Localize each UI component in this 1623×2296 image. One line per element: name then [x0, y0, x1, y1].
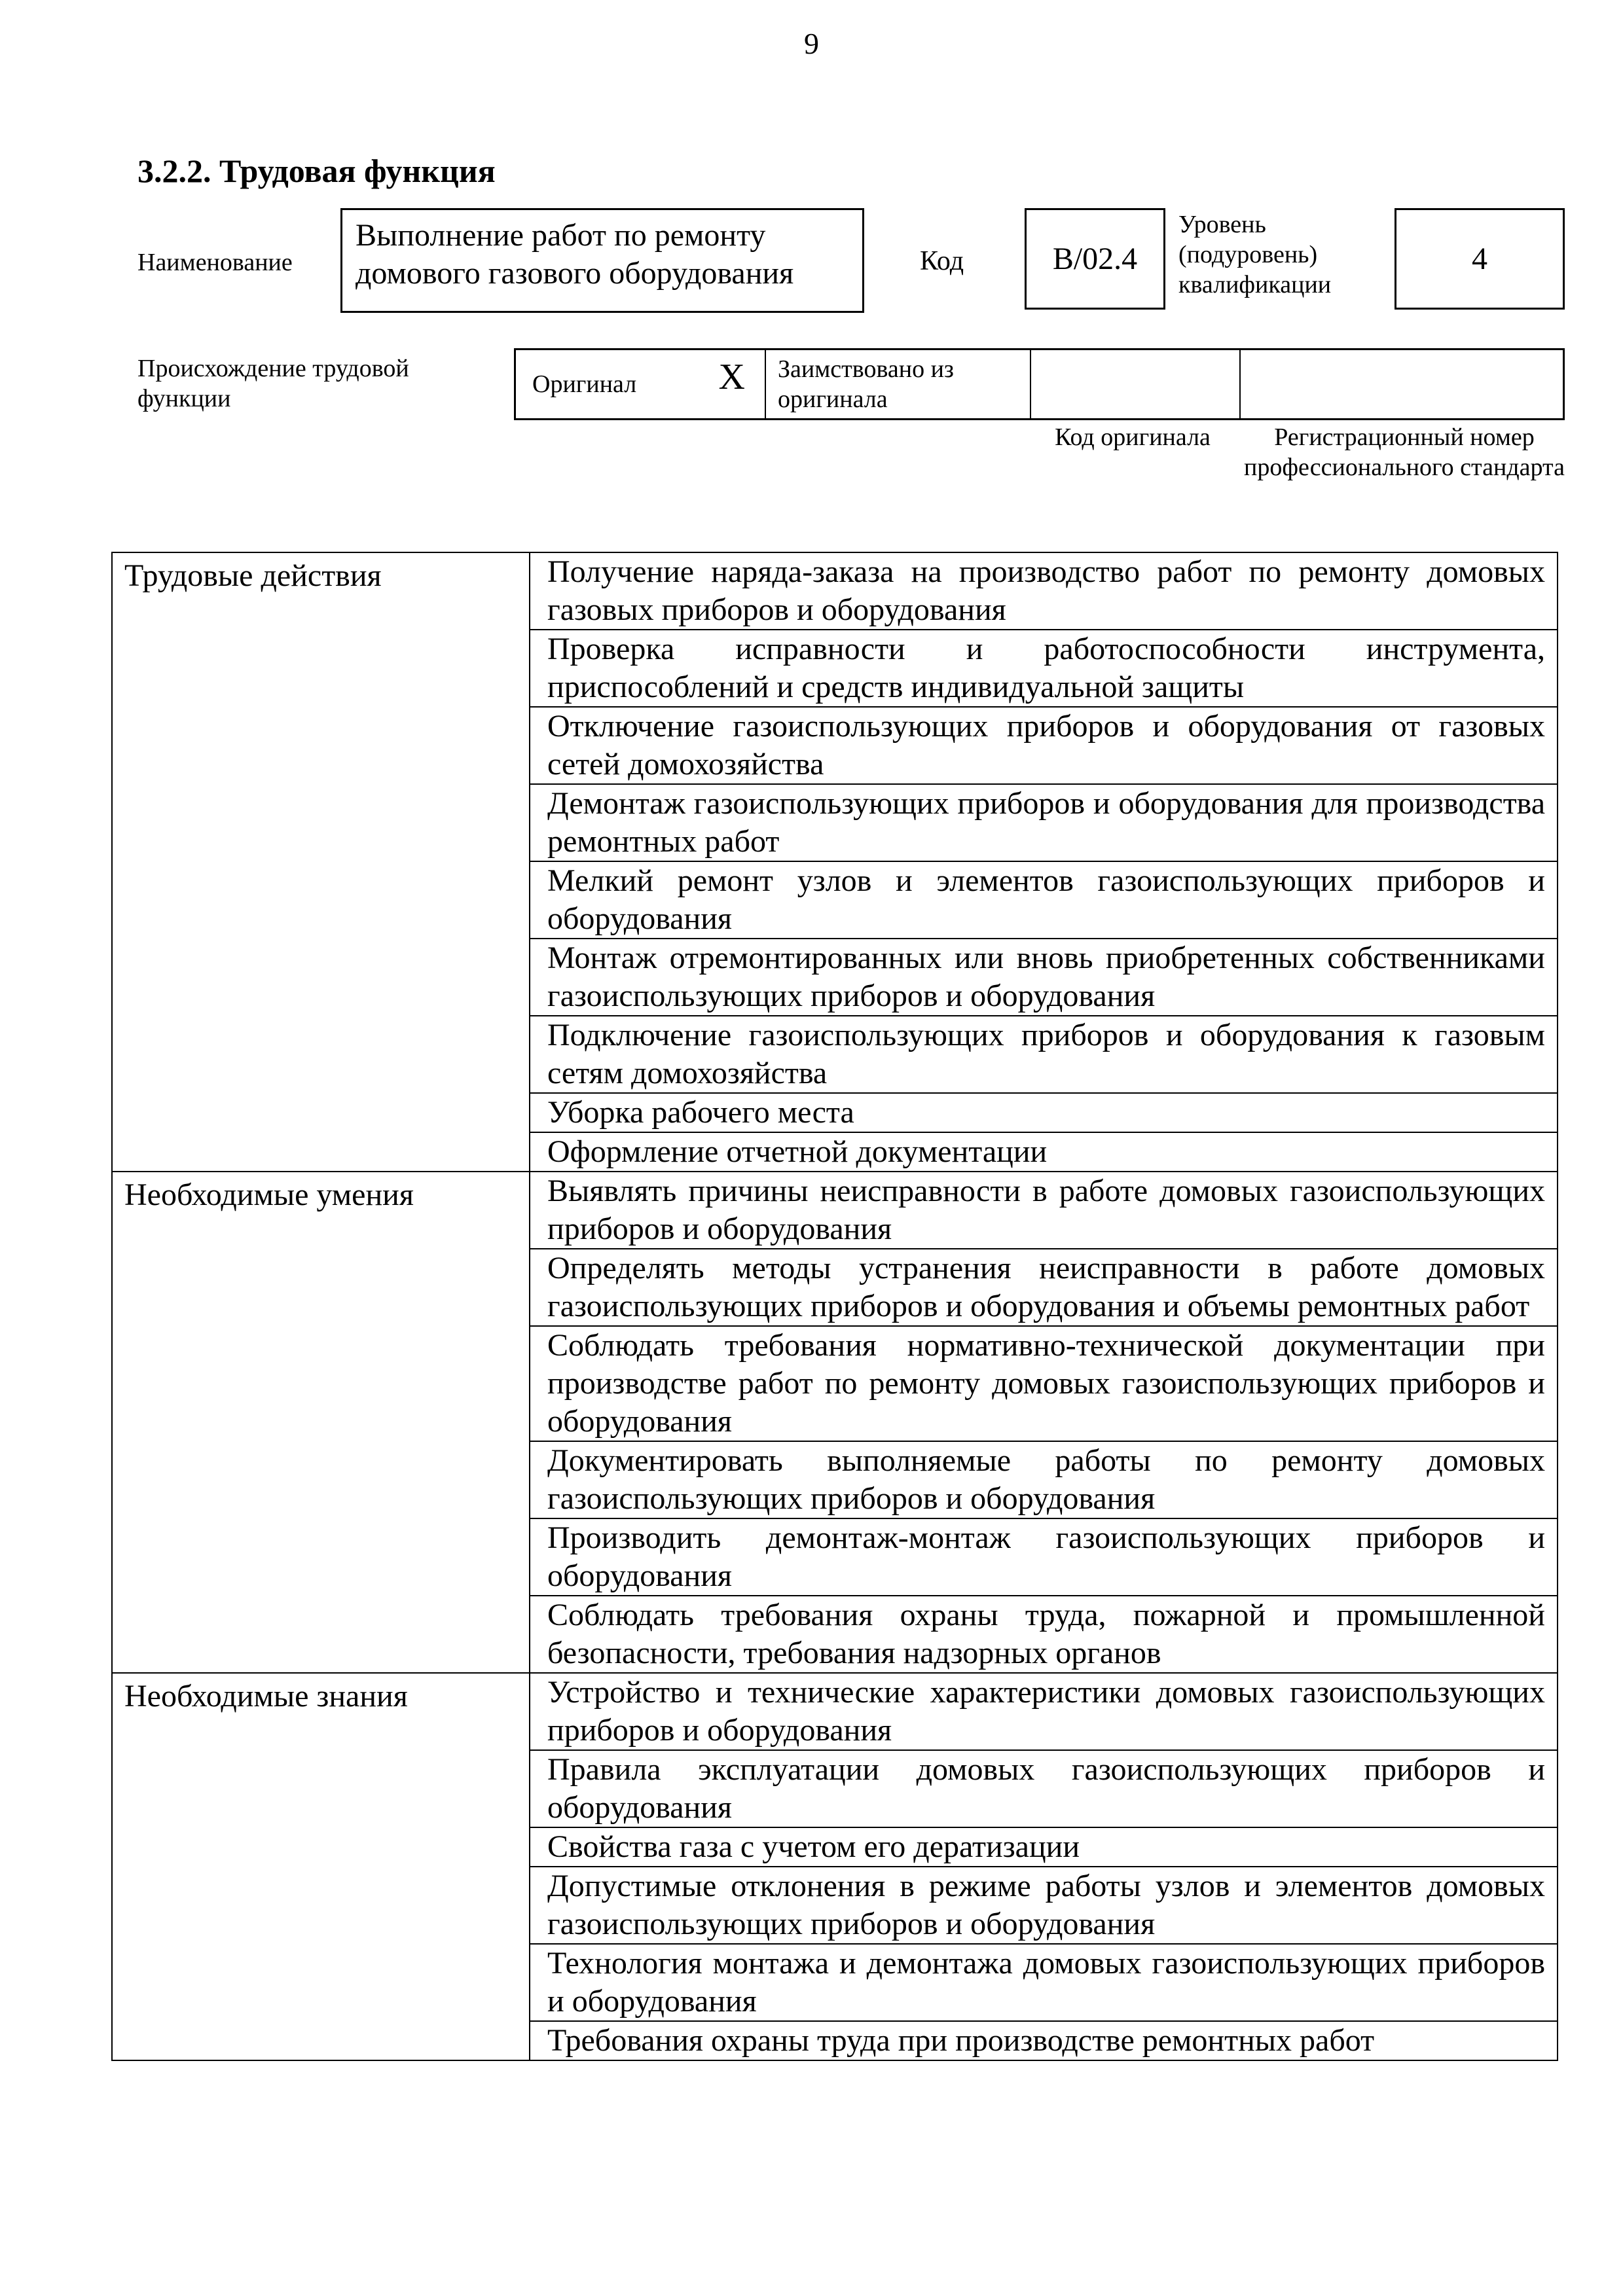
section-item: Определять методы устранения неисправности в работе домовых газоиспользующих приборов и оборудования и объемы ремонтных работ [530, 1249, 1558, 1326]
section-item: Соблюдать требования охраны труда, пожарной и промышленной безопасности, требования надзорных органов [530, 1596, 1558, 1673]
section-item: Выявлять причины неисправности в работе домовых газоиспользующих приборов и оборудования [530, 1172, 1558, 1249]
origin-code-cell [1030, 350, 1239, 418]
origin-borrowed-cell: Заимствовано из оригинала [765, 350, 1030, 418]
section-title: 3.2.2. Трудовая функция [137, 152, 496, 189]
origin-code-caption: Код оригинала [1055, 423, 1211, 451]
section-item: Требования охраны труда при производстве ремонтных работ [530, 2021, 1558, 2060]
section-item: Отключение газоиспользующих приборов и оборудования от газовых сетей домохозяйства [530, 707, 1558, 784]
section-item: Мелкий ремонт узлов и элементов газоиспользующих приборов и оборудования [530, 861, 1558, 939]
section-item: Монтаж отремонтированных или вновь приобретенных собственниками газоиспользующих приборов и оборудования [530, 939, 1558, 1016]
section-item: Допустимые отклонения в режиме работы узлов и элементов домовых газоиспользующих приборов и оборудования [530, 1867, 1558, 1944]
qualification-level-box: 4 [1395, 208, 1565, 310]
function-name-box: Выполнение работ по ремонту домового газового оборудования [340, 208, 864, 313]
origin-reg-caption: Регистрационный номер профессионального стандарта [1244, 423, 1565, 481]
section-item: Свойства газа с учетом его дератизации [530, 1827, 1558, 1867]
section-item: Правила эксплуатации домовых газоиспользующих приборов и оборудования [530, 1750, 1558, 1827]
section-item: Соблюдать требования нормативно-технической документации при производстве работ по ремонту домовых газоиспользующих приборов и оборудования [530, 1326, 1558, 1441]
section-item: Документировать выполняемые работы по ремонту домовых газоиспользующих приборов и оборудования [530, 1441, 1558, 1518]
origin-reg-cell [1239, 350, 1563, 418]
section-heading: Необходимые знания [112, 1673, 530, 2060]
section-item: Подключение газоиспользующих приборов и оборудования к газовым сетям домохозяйства [530, 1016, 1558, 1093]
section-heading: Трудовые действия [112, 552, 530, 1172]
level-label-text: Уровень (подуровень) квалификации [1178, 211, 1332, 298]
origin-table [514, 348, 1565, 420]
code-box: B/02.4 [1025, 208, 1165, 310]
code-label: Код [920, 246, 964, 276]
section-item: Оформление отчетной документации [530, 1132, 1558, 1172]
section-item: Устройство и технические характеристики домовых газоиспользующих приборов и оборудования [530, 1673, 1558, 1750]
table-row [112, 1673, 1558, 1750]
section-item: Технология монтажа и демонтажа домовых газоиспользующих приборов и оборудования [530, 1944, 1558, 2021]
section-heading: Необходимые умения [112, 1172, 530, 1673]
section-item: Демонтаж газоиспользующих приборов и оборудования для производства ремонтных работ [530, 784, 1558, 861]
function-details-table [111, 552, 1558, 2061]
origin-original-label: Оригинал [532, 370, 637, 398]
origin-original-cell [516, 350, 765, 418]
origin-label: Происхождение трудовой функции [137, 355, 409, 412]
section-item: Производить демонтаж-монтаж газоиспользующих приборов и оборудования [530, 1518, 1558, 1596]
table-row [112, 552, 1558, 630]
origin-original-mark: X [718, 357, 745, 397]
section-item: Проверка исправности и работоспособности инструмента, приспособлений и средств индивидуальной защиты [530, 630, 1558, 707]
section-item: Уборка рабочего места [530, 1093, 1558, 1132]
qualification-level-label [1178, 209, 1375, 300]
page-number: 9 [804, 27, 819, 60]
section-item: Получение наряда-заказа на производство работ по ремонту домовых газовых приборов и оборудования [530, 552, 1558, 630]
name-label: Наименование [137, 249, 293, 276]
table-row [112, 1172, 1558, 1249]
